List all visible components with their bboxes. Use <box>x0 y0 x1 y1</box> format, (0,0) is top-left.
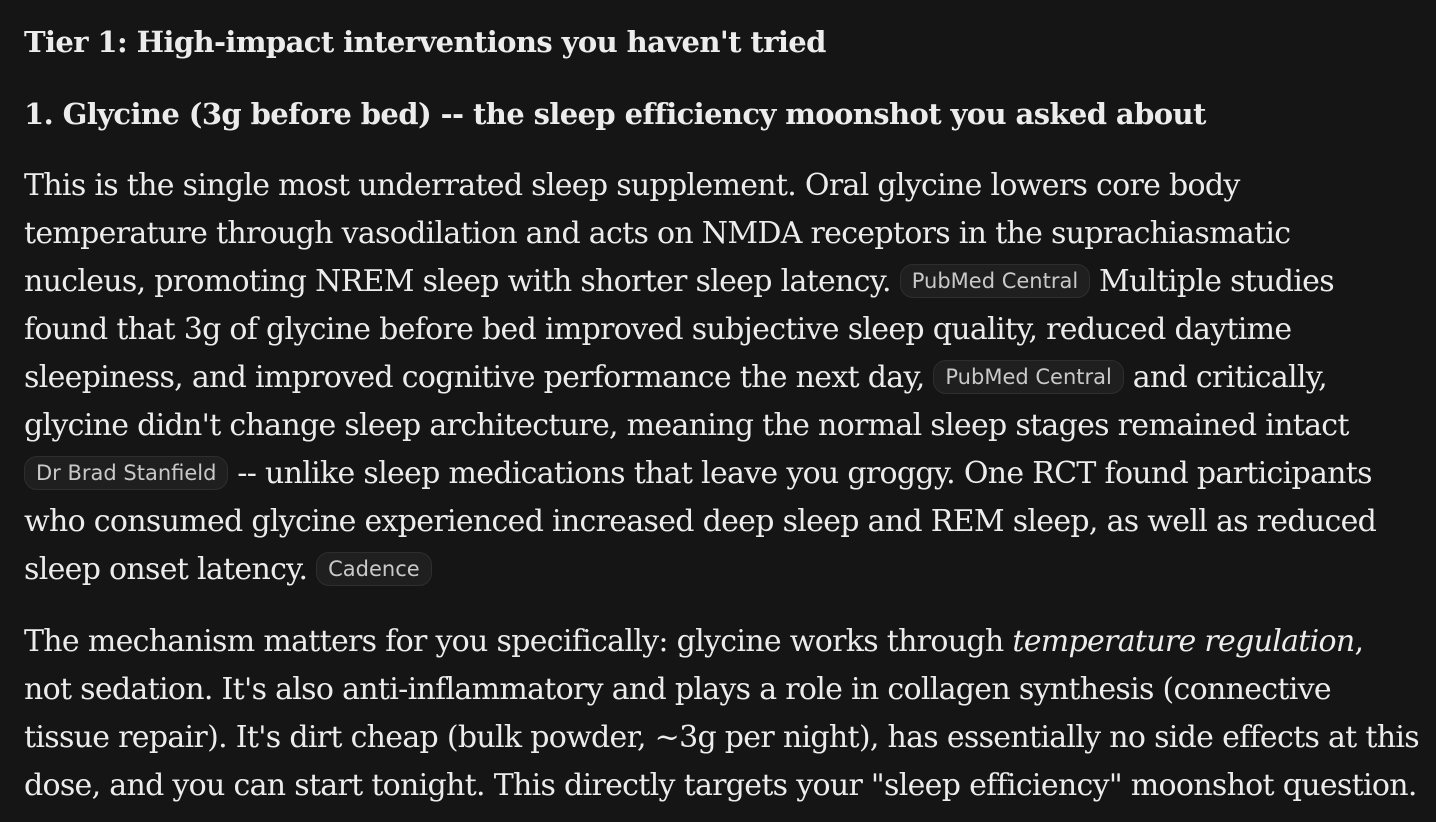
citation-brad-stanfield[interactable]: Dr Brad Stanfield <box>24 456 228 490</box>
text-line: This is the single most underrated sleep supplement. Oral glycine lowers core body <box>24 168 1240 203</box>
paragraph-1 <box>24 162 1428 594</box>
text-line <box>24 354 1428 402</box>
citation-cadence[interactable]: Cadence <box>316 552 432 586</box>
citation-pubmed-2[interactable]: PubMed Central <box>933 360 1123 394</box>
section-title: Tier 1: High-impact interventions you haven't tried <box>24 25 826 59</box>
text-line: found that 3g of glycine before bed improved subjective sleep quality, reduced daytime <box>24 312 1292 347</box>
text-line <box>24 546 1428 594</box>
text-run: sleep onset latency. <box>24 552 308 587</box>
text-line: tissue repair). It's dirt cheap (bulk powder, ~3g per night), has essentially no side effects at this <box>24 720 1419 755</box>
message-content <box>24 18 1428 810</box>
text-run: sleepiness, and improved cognitive performance the next day, <box>24 360 925 395</box>
text-run: -- unlike sleep medications that leave you groggy. One RCT found participants <box>237 456 1372 491</box>
text-run: nucleus, promoting NREM sleep with shorter sleep latency. <box>24 264 891 299</box>
text-line <box>24 618 1428 666</box>
text-run: , <box>1354 624 1364 659</box>
text-line: glycine didn't change sleep architecture, meaning the normal sleep stages remained intact <box>24 408 1349 443</box>
text-line: who consumed glycine experienced increased deep sleep and REM sleep, as well as reduced <box>24 504 1377 539</box>
text-run: The mechanism matters for you specifically: glycine works through <box>24 624 1004 659</box>
text-line: temperature through vasodilation and acts on NMDA receptors in the suprachiasmatic <box>24 216 1291 251</box>
text-run: and critically, <box>1132 360 1327 395</box>
text-line: not sedation. It's also anti-inflammatory and plays a role in collagen synthesis (connective <box>24 672 1331 707</box>
text-line <box>24 450 1428 498</box>
paragraph-2 <box>24 618 1428 810</box>
citation-pubmed-1[interactable]: PubMed Central <box>900 264 1090 298</box>
text-run: Multiple studies <box>1099 264 1334 299</box>
text-line <box>24 258 1428 306</box>
item-title: 1. Glycine (3g before bed) -- the sleep efficiency moonshot you asked about <box>24 97 1206 131</box>
text-line: dose, and you can start tonight. This directly targets your "sleep efficiency" moonshot question. <box>24 768 1417 803</box>
emphasis-text: temperature regulation <box>1012 624 1355 659</box>
